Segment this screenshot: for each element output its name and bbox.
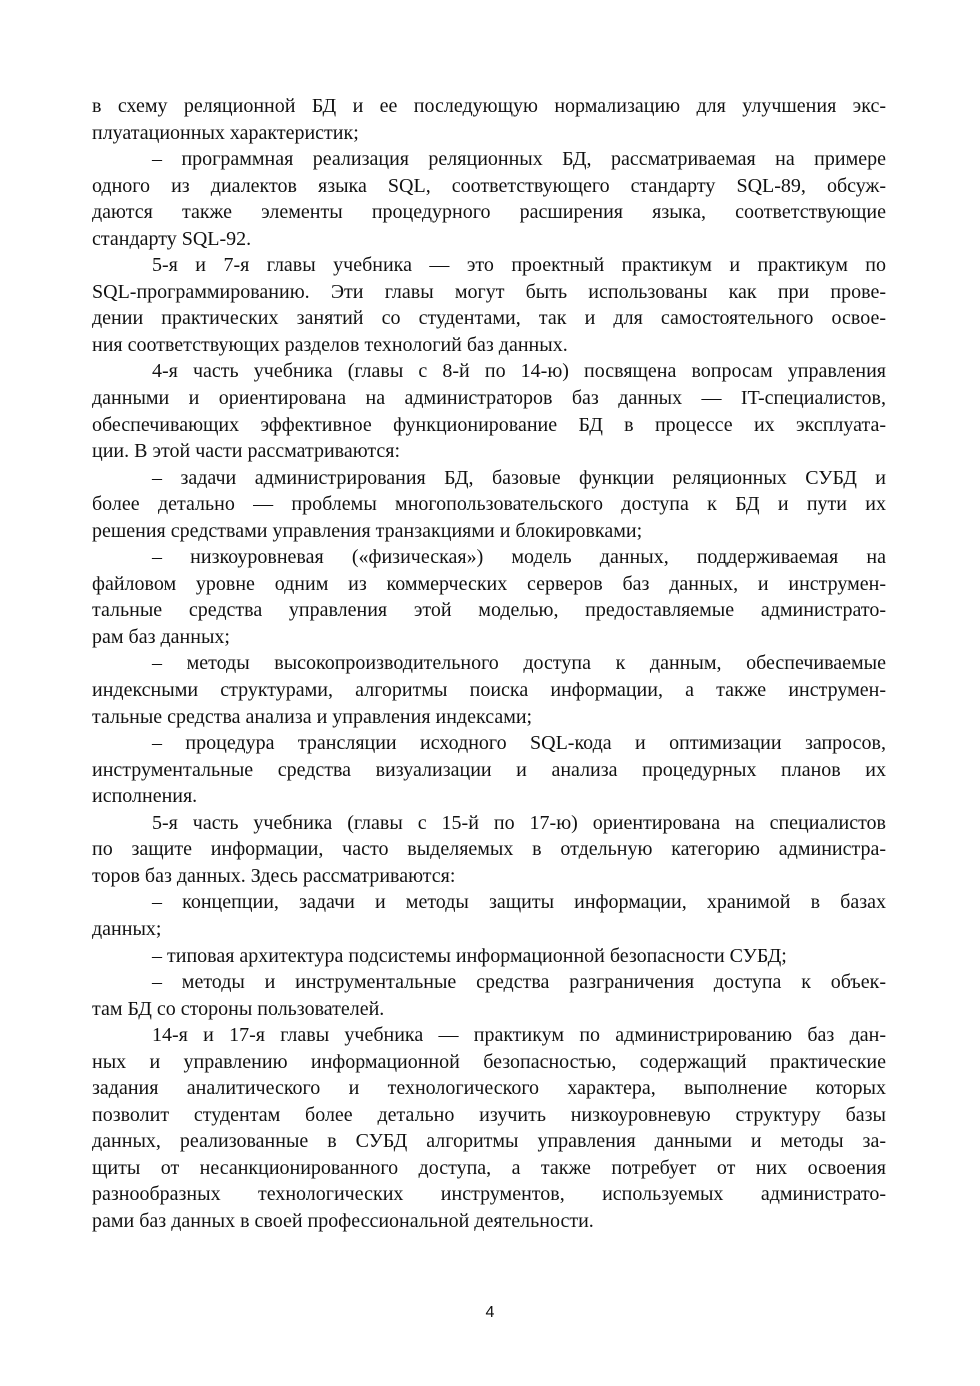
- text-line: – низкоуровневая («физическая») модель данных, поддерживаемая на: [152, 546, 886, 569]
- text-line: более детально — проблемы многопользовательского доступа к БД и пути их: [92, 493, 886, 516]
- text-line: 5-я часть учебника (главы с 15-й по 17-ю) ориентирована на специалистов: [152, 811, 886, 834]
- text-line: одного из диалектов языка SQL, соответствующего стандарту SQL-89, обсуж-: [92, 174, 886, 197]
- text-line: – типовая архитектура подсистемы информационной безопасности СУБД;: [152, 944, 787, 967]
- text-line: рам баз данных;: [92, 625, 230, 648]
- text-line: обеспечивающих эффективное функционирование БД в процессе их эксплуата-: [92, 413, 886, 436]
- text-line: исполнения.: [92, 785, 198, 808]
- text-line: – программная реализация реляционных БД, рассматриваемая на примере: [152, 148, 886, 171]
- paragraph: [92, 730, 886, 810]
- text-line: данных, реализованные в СУБД алгоритмы управления данными и методы за-: [92, 1130, 886, 1153]
- page-body: [92, 93, 886, 1235]
- paragraph: [92, 943, 886, 970]
- text-line: – задачи администрирования БД, базовые функции реляционных СУБД и: [152, 466, 886, 489]
- text-line: задания аналитического и технологического характера, выполнение которых: [92, 1077, 886, 1100]
- page-number: 4: [485, 1304, 495, 1321]
- paragraph: [92, 810, 886, 890]
- text-line: ции. В этой части рассматриваются:: [92, 440, 401, 463]
- paragraph: [92, 1022, 886, 1234]
- text-line: – концепции, задачи и методы защиты информации, хранимой в базах: [152, 891, 886, 914]
- text-line: даются также элементы процедурного расширения языка, соответствующие: [92, 201, 886, 224]
- paragraph: [92, 358, 886, 464]
- paragraph: [92, 650, 886, 730]
- text-line: тальные средства управления этой моделью, предоставляемые администрато-: [92, 599, 886, 622]
- paragraph: [92, 889, 886, 942]
- text-line: щиты от несанкционированного доступа, а также потребует от них освоения: [92, 1156, 886, 1179]
- paragraph: [92, 969, 886, 1022]
- text-line: по защите информации, часто выделяемых в отдельную категорию администра-: [92, 838, 886, 861]
- text-line: стандарту SQL-92.: [92, 227, 252, 250]
- text-line: дении практических занятий со студентами, так и для самостоятельного освое-: [92, 307, 886, 330]
- text-line: в схему реляционной БД и ее последующую нормализацию для улучшения экс-: [92, 95, 886, 117]
- text-line: решения средствами управления транзакциями и блокировками;: [92, 519, 643, 542]
- text-line: – методы и инструментальные средства разграничения доступа к объек-: [152, 971, 886, 994]
- text-line: разнообразных технологических инструментов, используемых администрато-: [92, 1183, 886, 1206]
- paragraph: [92, 146, 886, 252]
- text-line: торов баз данных. Здесь рассматриваются:: [92, 864, 456, 887]
- text-line: там БД со стороны пользователей.: [92, 997, 385, 1020]
- text-line: ния соответствующих разделов технологий баз данных.: [92, 333, 568, 356]
- text-line: SQL-программированию. Эти главы могут быть использованы как при прове-: [92, 280, 886, 303]
- paragraph: [92, 544, 886, 650]
- text-line: инструментальные средства визуализации и анализа процедурных планов их: [92, 758, 886, 781]
- text-line: рами баз данных в своей профессиональной деятельности.: [92, 1209, 594, 1232]
- text-line: ных и управлению информационной безопасностью, содержащий практические: [92, 1050, 886, 1073]
- text-line: файловом уровне одним из коммерческих серверов баз данных, и инструмен-: [92, 572, 886, 595]
- text-line: – методы высокопроизводительного доступа к данным, обеспечиваемые: [152, 652, 886, 675]
- paragraph: [92, 252, 886, 358]
- text-line: позволит студентам более детально изучить низкоуровневую структуру базы: [92, 1103, 886, 1126]
- paragraph: [92, 93, 886, 146]
- text-line: 5-я и 7-я главы учебника — это проектный практикум и практикум по: [152, 254, 886, 277]
- text-line: 4-я часть учебника (главы с 8-й по 14-ю) посвящена вопросам управления: [152, 360, 886, 383]
- text-line: данных;: [92, 917, 162, 940]
- text-line: 14-я и 17-я главы учебника — практикум по администрированию баз дан-: [152, 1024, 886, 1047]
- text-line: тальные средства анализа и управления индексами;: [92, 705, 533, 728]
- text-line: индексными структурами, алгоритмы поиска информации, а также инструмен-: [92, 679, 886, 702]
- paragraph: [92, 465, 886, 545]
- text-line: – процедура трансляции исходного SQL-кода и оптимизации запросов,: [152, 732, 886, 755]
- text-line: плуатационных характеристик;: [92, 121, 359, 144]
- text-line: данными и ориентирована на администраторов баз данных — IT-специалистов,: [92, 387, 886, 410]
